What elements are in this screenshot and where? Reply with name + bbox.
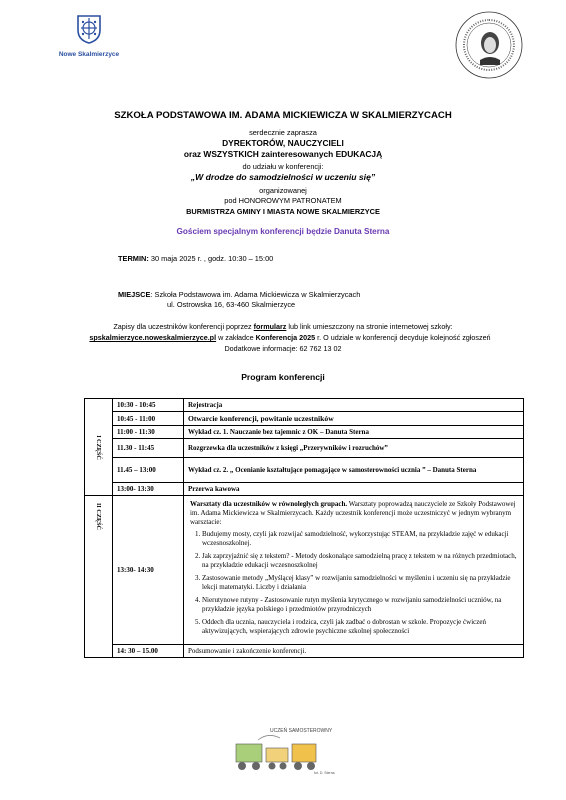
row-time: 11:00 - 11:30 — [113, 426, 184, 439]
registration-text-c: w zakładce — [216, 333, 256, 342]
workshop-list — [190, 530, 517, 636]
place-label: MIEJSCE — [118, 290, 151, 299]
school-seal-icon — [454, 10, 524, 80]
place-address: ul. Ostrowska 16, 63-460 Skalmierzyce — [167, 300, 296, 309]
row-desc: Wykład cz. 2. „ Ocenianie kształtujące pomagające w samosterowności ucznia ” – Danuta Sterna — [184, 458, 524, 483]
participation-text: do udziału w konferencji: — [242, 162, 324, 171]
program-heading: Program konferencji — [241, 372, 325, 382]
form-link[interactable]: formularz — [253, 322, 287, 331]
contact-info: Dodatkowe informacje: 62 762 13 02 — [224, 344, 342, 353]
part-1-label: I CZĘŚĆ — [85, 399, 113, 496]
row-desc: Przerwa kawowa — [184, 483, 524, 496]
part-2-label: II CZĘŚĆ — [85, 496, 113, 658]
patronage-text: pod HONOROWYM PATRONATEM — [224, 196, 342, 205]
audience-line-1: DYREKTORÓW, NAUCZYCIELI — [222, 138, 344, 148]
registration-line-2 — [20, 333, 560, 344]
table-row — [85, 458, 524, 483]
row-desc: Wykład cz. 1. Nauczanie bez tajemnic z OK – Danuta Sterna — [184, 426, 524, 439]
row-time: 11.30 - 11:45 — [113, 439, 184, 458]
school-name: SZKOŁA PODSTAWOWA IM. ADAMA MICKIEWICZA W SKALMIERZYCACH — [114, 110, 452, 121]
list-item: 3. Zastosowanie metody „Myślącej klasy” w rozwijaniu samodzielności w myśleniu i uczeniu się na przykładzie lekcji matematyki. Liczby i działania — [202, 574, 517, 592]
term-label: TERMIN: — [118, 254, 149, 263]
table-row — [85, 399, 524, 412]
municipality-logo — [54, 14, 124, 58]
term-line — [118, 254, 518, 264]
table-row — [85, 439, 524, 458]
self-directed-student-logo — [228, 722, 346, 778]
crest-icon — [76, 14, 102, 44]
tab-name: Konferencja 2025 — [255, 333, 316, 342]
table-row — [85, 412, 524, 426]
program-table — [84, 398, 524, 658]
registration-text-d: r. O udziale w konferencji decyduje kolejność zgłoszeń — [315, 333, 491, 342]
row-time: 11.45 – 13:00 — [113, 458, 184, 483]
invite-text: serdecznie zaprasza — [249, 128, 317, 137]
row-time: 10:45 - 11:00 — [113, 412, 184, 426]
row-desc: Otwarcie konferencji, powitanie uczestników — [184, 412, 524, 426]
list-item: 1. Budujemy mosty, czyli jak rozwijać samodzielność, wykorzystując STEAM, na przykładzie zajęć w edukacji wczesnoszkolnej. — [202, 530, 517, 548]
place-value: : Szkoła Podstawowa im. Adama Mickiewicza w Skalmierzycach — [150, 290, 361, 299]
list-item: 5. Oddech dla ucznia, nauczyciela i rodzica, czyli jak zadbać o dobrostan w szkole. Propozycje ćwiczeń aktywizujących, wspierających zdrowie psychiczne szkolnej społeczności — [202, 618, 517, 636]
website-link[interactable]: spskalmierzyce.noweskalmierzyce.pl — [89, 333, 217, 342]
bottom-logo-text: UCZEŃ SAMOSTEROWNY — [270, 728, 333, 734]
bottom-logo-author: fot. D. Sterna — [314, 771, 335, 775]
audience-line-2: oraz WSZYSTKICH zainteresowanych EDUKACJĄ — [183, 149, 383, 159]
table-row — [85, 483, 524, 496]
workshop-intro-bold: Warsztaty dla uczestników w równoległych grupach. — [190, 500, 348, 508]
workshop-intro-text: Warsztaty poprowadzą nauczyciele ze Szkoły Podstawowej im. Adama Mickiewicza w Skalmierzycach. Każdy uczestnik konferencji może uczestniczyć w jednym wybranym warsztacie: — [190, 500, 516, 526]
conference-title: „W drodze do samodzielności w uczeniu się” — [190, 172, 376, 182]
final-time: 14: 30 – 15.00 — [113, 645, 184, 658]
registration-text-b: lub link umieszczony na stronie internetowej szkoły: — [286, 322, 453, 331]
registration-line-1 — [40, 322, 526, 333]
term-value: 30 maja 2025 r. , godz. 10:30 – 15:00 — [148, 254, 274, 263]
final-desc: Podsumowanie i zakończenie konferencji. — [184, 645, 524, 658]
row-time: 13:00- 13:30 — [113, 483, 184, 496]
row-time: 10:30 - 10:45 — [113, 399, 184, 412]
row-desc: Rozgrzewka dla uczestników z księgi „Przerywników i rozruchów” — [184, 439, 524, 458]
table-row — [85, 645, 524, 658]
place-line — [118, 290, 538, 300]
registration-text-a: Zapisy dla uczestników konferencji poprzez — [113, 322, 254, 331]
special-guest: Gościem specjalnym konferencji będzie Danuta Sterna — [176, 227, 390, 236]
list-item: 2. Jak zaprzyjaźnić się z tekstem? - Metody doskonalące samodzielną pracę z tekstem w na różnych przedmiotach, na przykładzie edukacji wczesnoszkolnej — [202, 552, 517, 570]
list-item: 4. Nierutynowe rutyny - Zastosowanie rutyn myślenia krytycznego w rozwijaniu samodzielności uczniów, na przykładzie języka polskiego i przedmiotów przyrodniczych — [202, 596, 517, 614]
workshop-time: 13:30- 14:30 — [113, 496, 184, 645]
workshop-intro — [190, 500, 517, 527]
row-desc: Rejestracja — [184, 399, 524, 412]
mayor-text: BURMISTRZA GMINY I MIASTA NOWE SKALMIERZYCE — [186, 207, 380, 216]
table-row — [85, 496, 524, 645]
municipality-name: Nowe Skalmierzyce — [58, 51, 120, 58]
organized-text: organizowanej — [259, 186, 307, 195]
table-row — [85, 426, 524, 439]
workshop-cell — [184, 496, 524, 645]
